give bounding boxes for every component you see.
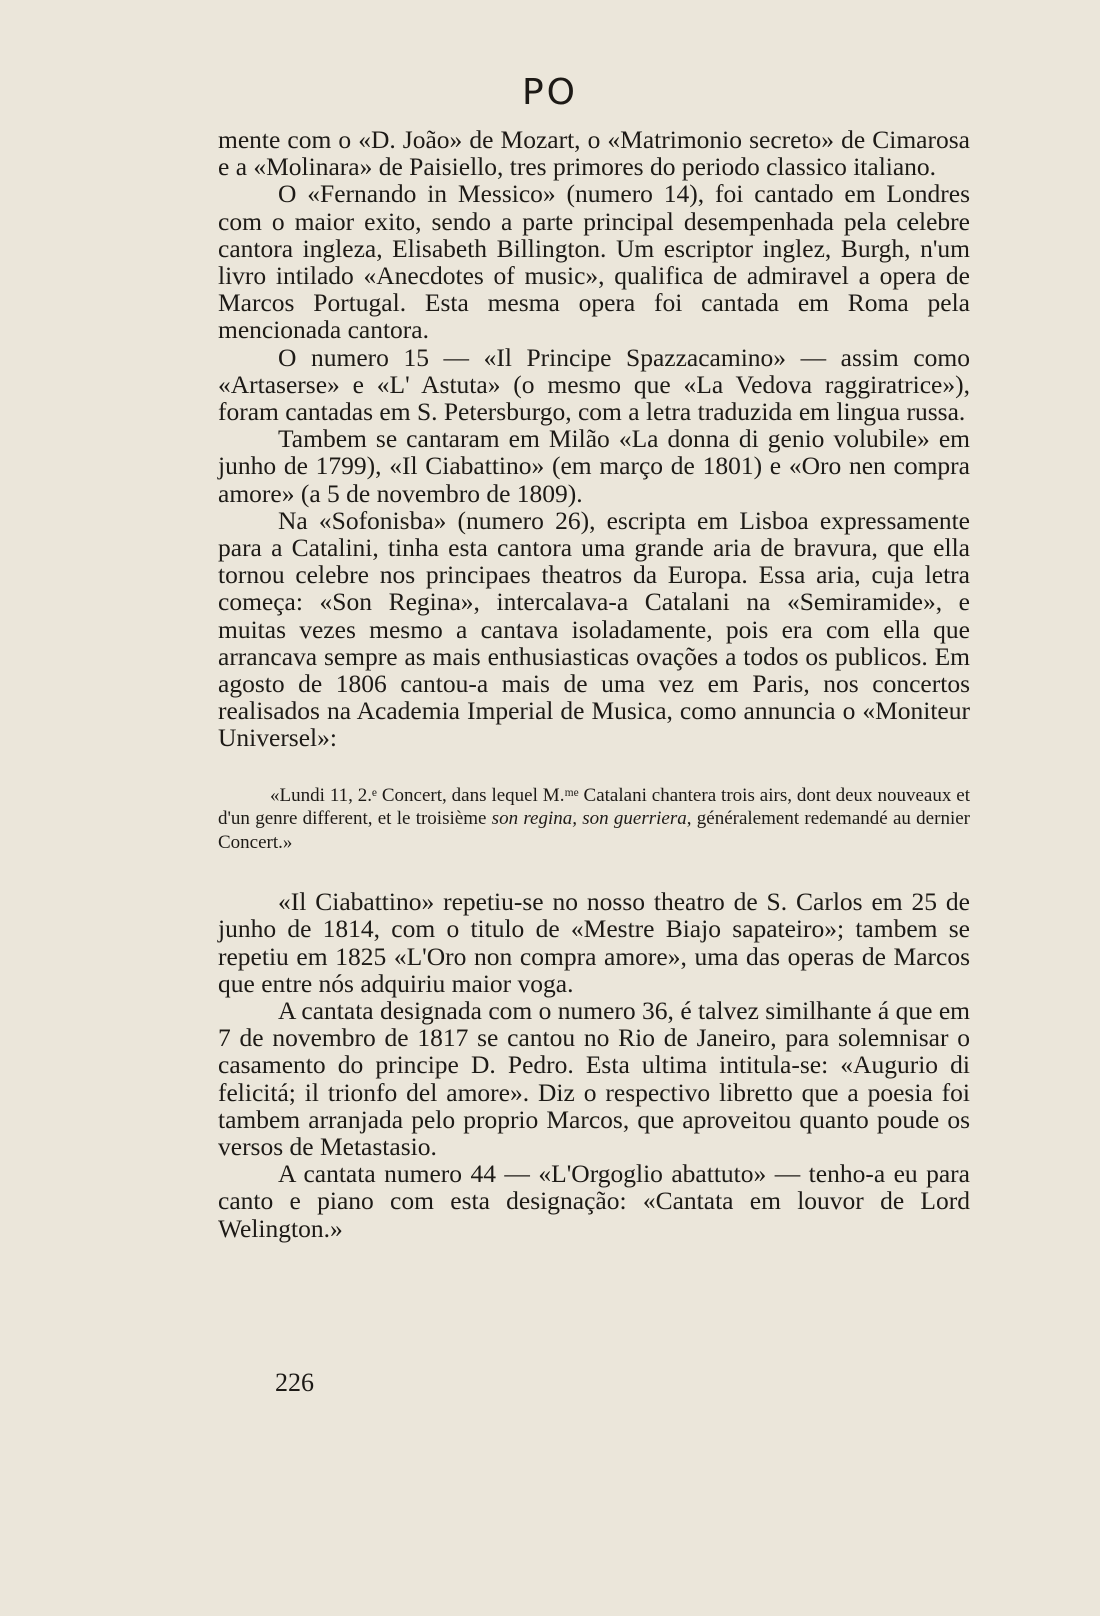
paragraph-4: Tambem se cantaram em Milão «La donna di genio volubile» em junho de 1799), «Il Ciabattino» (em março de 1801) e «Oro nen compra amore» (a 5 de novembro de 1809). (218, 424, 970, 508)
paragraph-2: O «Fernando in Messico» (numero 14), foi cantado em Londres com o maior exito, sendo a parte principal desempenhada pela celebre cantora ingleza, Elisabeth Billington. Um escriptor inglez, Burgh, n'um livro intilado «Anecdotes of music», qualifica de admiravel a opera de Marcos Portugal. Esta mesma opera foi cantada em Roma pela mencionada cantora. (218, 179, 970, 345)
quote-italic-title: son regina, son guerriera (491, 808, 687, 830)
paragraph-1: mente com o «D. João» de Mozart, o «Matrimonio secreto» de Cimarosa e a «Molinara» de Paisiello, tres primores do periodo classico italiano. (218, 125, 970, 182)
page-number: 226 (275, 1368, 314, 1397)
paragraph-8: A cantata numero 44 — «L'Orgoglio abattuto» — tenho-a eu para canto e piano com esta designação: «Cantata em louvor de Lord Welington.» (218, 1159, 970, 1243)
body-text (218, 126, 970, 1242)
block-quote (218, 784, 970, 855)
quote-text-start: «Lundi 11, 2.ᵉ Concert, dans lequel M.ᵐᵉ Catalani chantera trois airs, dont deux nouveaux et d'un genre different, et le troisième (218, 784, 970, 830)
quote-text-end: , généralement redemandé au dernier Concert.» (218, 808, 970, 853)
paragraph-6: «Il Ciabattino» repetiu-se no nosso theatro de S. Carlos em 25 de junho de 1814, com o titulo de «Mestre Biajo sapateiro»; tambem se repetiu em 1825 «L'Oro non compra amore», uma das operas de Marcos que entre nós adquiriu maior voga. (218, 887, 970, 998)
running-head: PO (521, 72, 579, 113)
paragraph-5: Na «Sofonisba» (numero 26), escripta em Lisboa expressamente para a Catalini, tinha esta cantora uma grande aria de bravura, que ella tornou celebre nos principaes theatros da Europa. Essa aria, cuja letra começa: «Son Regina», intercalava-a Catalani na «Semiramide», e muitas vezes mesmo a cantava isoladamente, pois era com ella que arrancava sempre as mais enthusiasticas ovações a todos os publicos. Em agosto de 1806 cantou-a mais de uma vez em Paris, nos concertos realisados na Academia Imperial de Musica, como annuncia o «Moniteur Universel»: (218, 505, 970, 753)
paragraph-7: A cantata designada com o numero 36, é talvez similhante á que em 7 de novembro de 1817 se cantou no Rio de Janeiro, para solemnisar o casamento do principe D. Pedro. Esta ultima intitula-se: «Augurio di felicitá; il trionfo del amore». Diz o respectivo libretto que a poesia foi tambem arranjada pelo proprio Marcos, que aproveitou quanto poude os versos de Metastasio. (218, 995, 970, 1161)
paragraph-3: O numero 15 — «Il Principe Spazzacamino» — assim como «Artaserse» e «L' Astuta» (o mesmo que «La Vedova raggiratrice»), foram cantadas em S. Petersburgo, com a letra traduzida em lingua russa. (218, 342, 970, 427)
